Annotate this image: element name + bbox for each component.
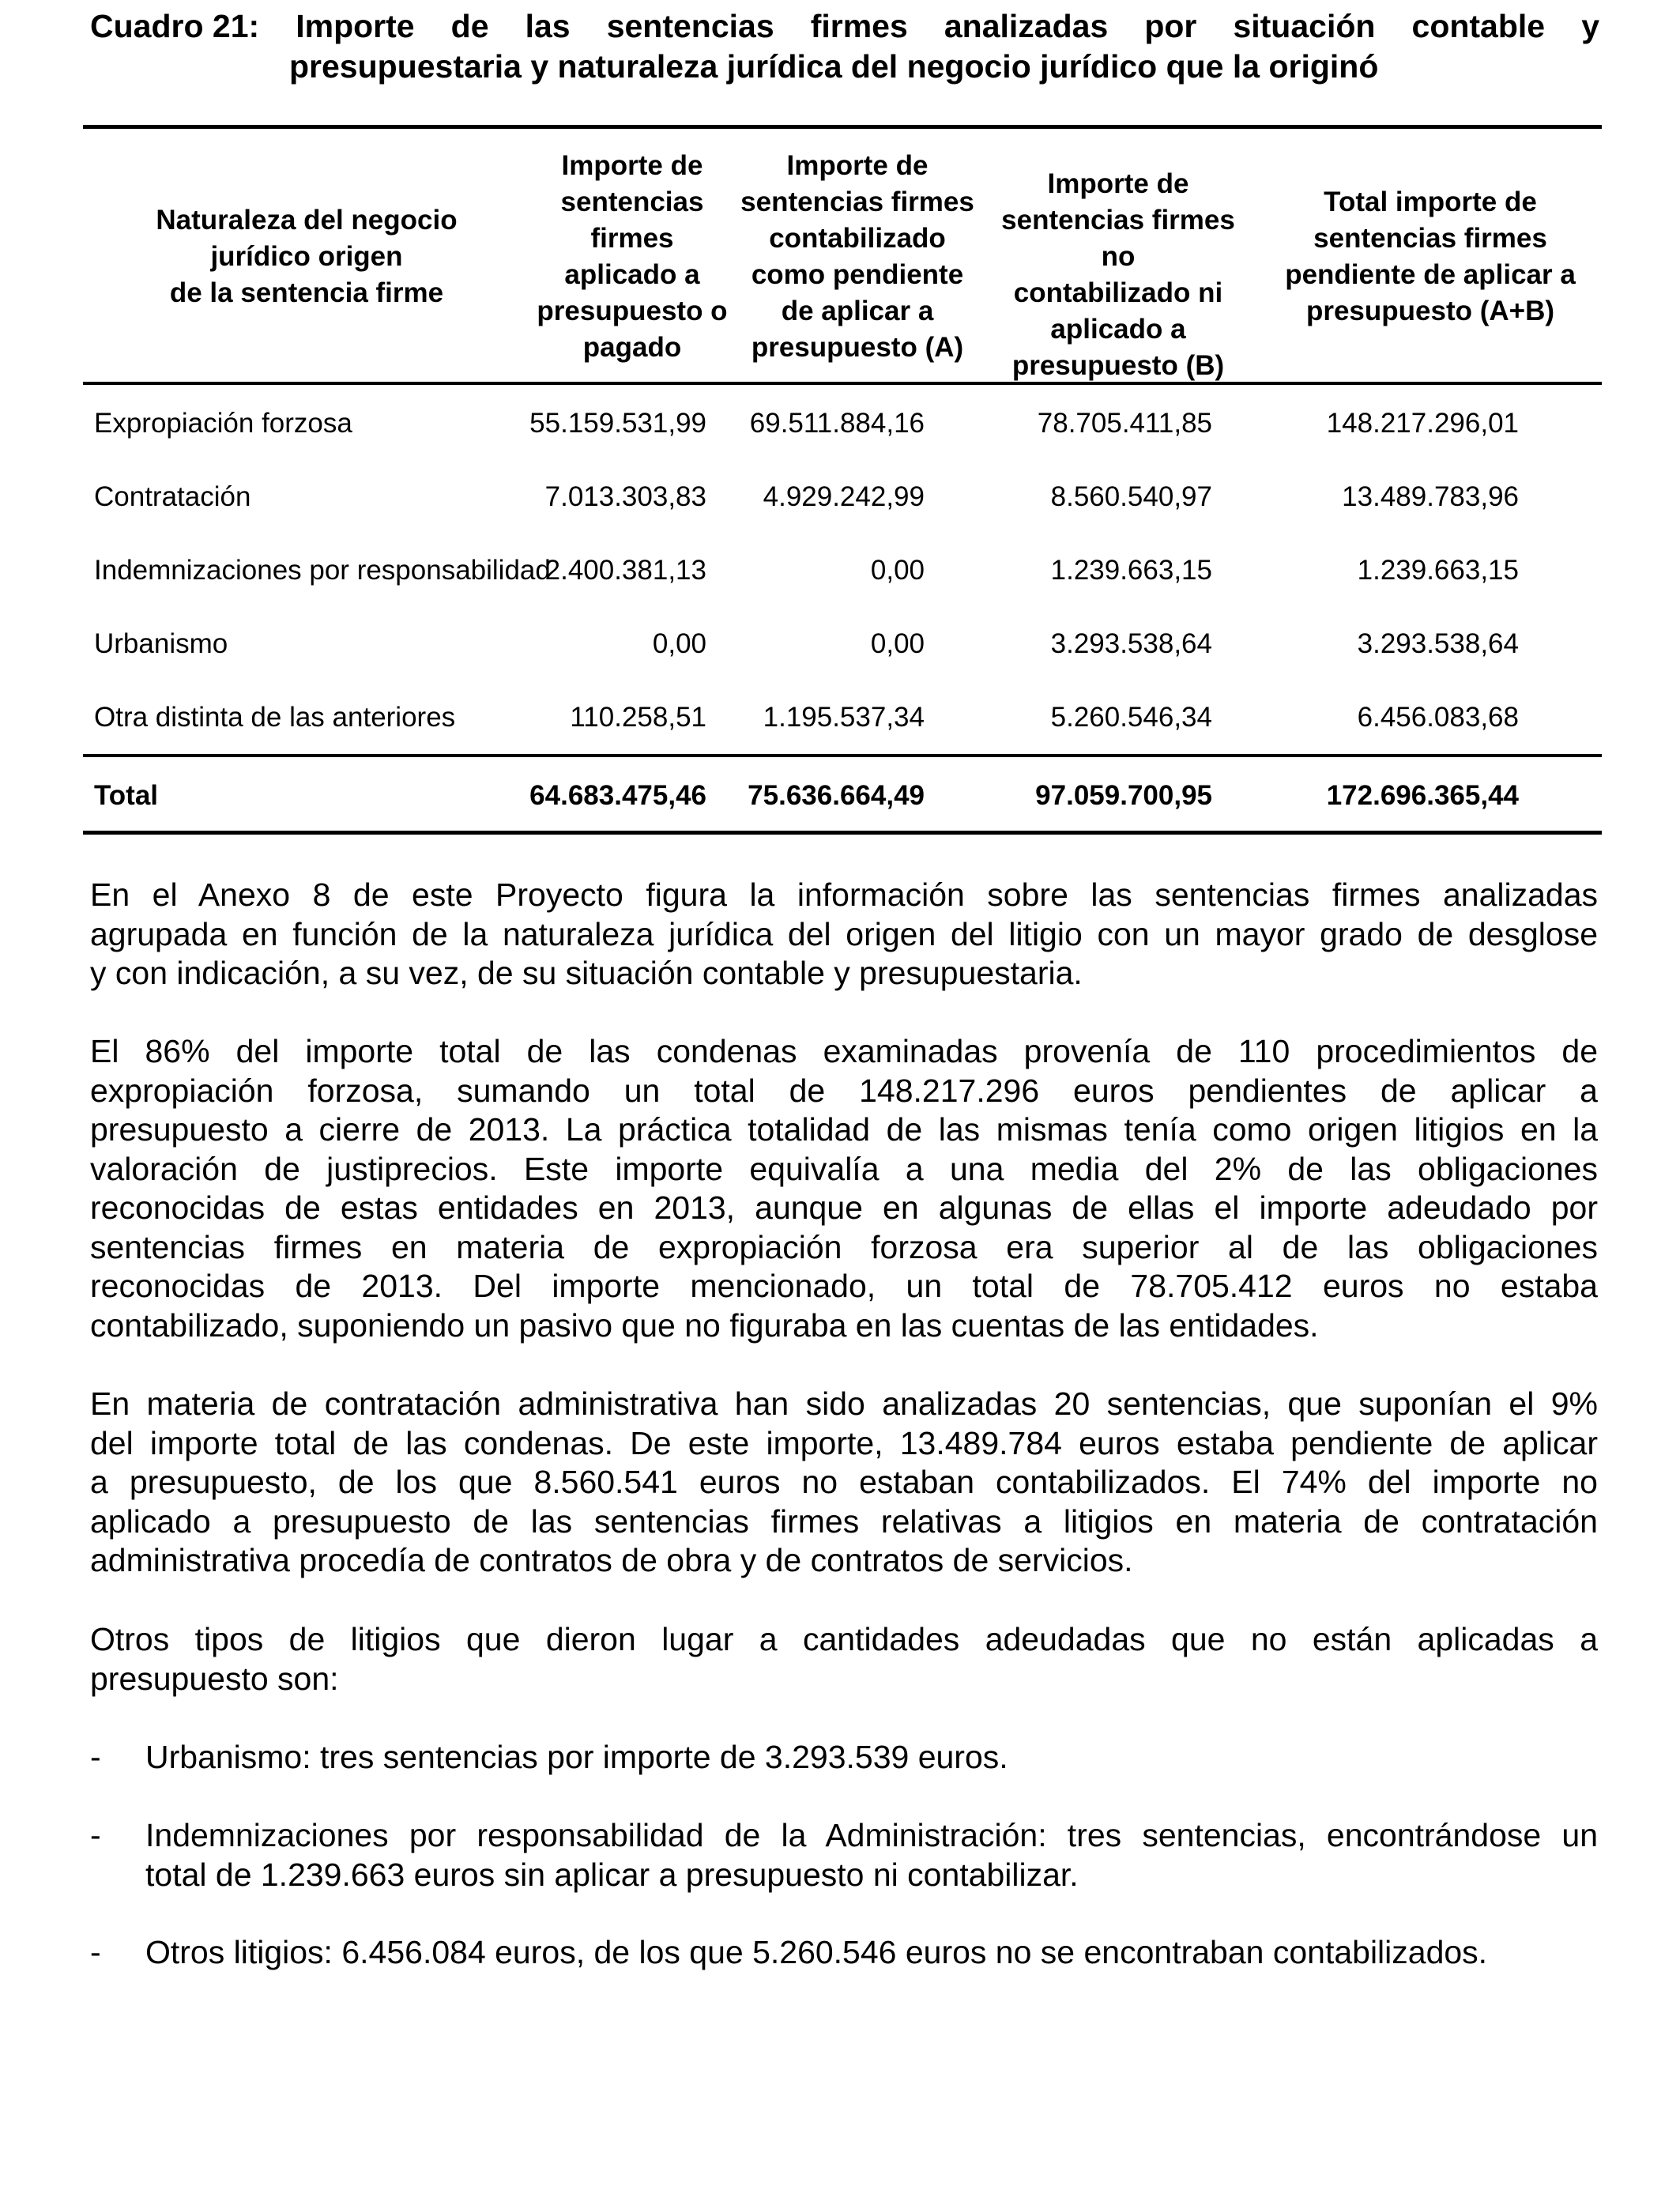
header-line: jurídico origen	[210, 241, 403, 272]
text-line: Otros tipos de litigios que dieron lugar a cantidades adeudadas que no están aplicadas a	[90, 1621, 1598, 1657]
cell-total-pending: 3.293.538,64	[1357, 628, 1519, 659]
list-item-text	[145, 1933, 1598, 1973]
text-line: administrativa procedía de contratos de obra y de contratos de servicios.	[90, 1542, 1133, 1578]
header-total-pending	[1272, 184, 1588, 330]
header-line: sentencias firmes	[1313, 223, 1547, 254]
caption-word: y	[1581, 8, 1599, 44]
caption-word: situación	[1233, 8, 1376, 44]
cell-not-recorded-b: 3.293.538,64	[1050, 628, 1212, 659]
caption-word: Importe	[296, 8, 415, 44]
header-line: Importe de	[786, 150, 929, 181]
bullet-dash: -	[90, 1934, 101, 1970]
total-label: Total	[94, 780, 159, 811]
text-line: Indemnizaciones por responsabilidad de la Administración: tres sentencias, encontrándose un	[145, 1817, 1598, 1853]
paragraph-annex	[90, 876, 1598, 993]
header-line: presupuesto (A+B)	[1305, 296, 1555, 326]
table-bottom-rule	[83, 831, 1602, 835]
header-line: pendiente de aplicar a	[1285, 259, 1576, 290]
header-line: pagado	[582, 332, 682, 363]
text-line: y con indicación, a su vez, de su situación contable y presupuestaria.	[90, 955, 1083, 991]
cell-total-pending: 148.217.296,01	[1326, 408, 1519, 439]
paragraph-contracting	[90, 1385, 1598, 1581]
header-line: como pendiente	[751, 259, 964, 290]
header-applied	[534, 148, 730, 366]
total-applied: 64.683.475,46	[529, 780, 706, 811]
text-line: reconocidas de estas entidades en 2013, aunque en algunas de ellas el importe adeudado por	[90, 1189, 1598, 1226]
header-line: aplicado a	[564, 259, 700, 290]
list-item-text	[145, 1816, 1598, 1894]
table-caption	[90, 6, 1599, 87]
text-line: aplicado a presupuesto de las sentencias firmes relativas a litigios en materia de contratación	[90, 1502, 1598, 1540]
header-line: presupuesto o	[537, 296, 728, 326]
list-item-text	[145, 1738, 1598, 1777]
header-not-recorded-b	[984, 166, 1252, 384]
caption-word: las	[525, 8, 571, 44]
caption-word: contable	[1411, 8, 1546, 44]
header-line: de la sentencia firme	[169, 277, 444, 308]
header-line: Importe de	[1047, 168, 1189, 199]
header-line: aplicado a	[1050, 314, 1186, 345]
list-item	[90, 1816, 1598, 1895]
caption-word: analizadas	[944, 8, 1109, 44]
row-label: Indemnizaciones por responsabilidad	[94, 555, 551, 586]
cell-applied: 0,00	[652, 628, 706, 659]
header-line: Total importe de	[1324, 187, 1537, 217]
header-line: Importe de	[561, 150, 703, 181]
caption-word: firmes	[810, 8, 908, 44]
caption-word: de	[450, 8, 489, 44]
cell-pending-a: 69.511.884,16	[749, 408, 925, 439]
row-label: Otra distinta de las anteriores	[94, 702, 456, 733]
text-line: valoración de justiprecios. Este importe equivalía a una media del 2% de las obligaciones	[90, 1150, 1598, 1187]
row-label: Expropiación forzosa	[94, 408, 352, 439]
text-line: total de 1.239.663 euros sin aplicar a presupuesto ni contabilizar.	[145, 1856, 1079, 1893]
total-total-pending: 172.696.365,44	[1326, 780, 1519, 811]
text-line: del importe total de las condenas. De este importe, 13.489.784 euros estaba pendiente de aplicar	[90, 1424, 1598, 1461]
text-line: contabilizado, suponiendo un pasivo que no figuraba en las cuentas de las entidades.	[90, 1306, 1319, 1344]
header-line: presupuesto (B)	[1011, 350, 1225, 381]
text-line: Urbanismo: tres sentencias por importe de 3.293.539 euros.	[145, 1739, 1008, 1775]
text-line: En materia de contratación administrativa han sido analizadas 20 sentencias, que suponían el 9%	[90, 1385, 1598, 1422]
caption-word: sentencias	[606, 8, 774, 44]
paragraph-expropiation	[90, 1032, 1598, 1345]
text-line: reconocidas de 2013. Del importe mencionado, un total de 78.705.412 euros no estaba	[90, 1268, 1598, 1304]
paragraph-other-types	[90, 1620, 1598, 1698]
cell-applied: 2.400.381,13	[544, 555, 706, 586]
header-line: presupuesto (A)	[751, 332, 964, 363]
header-line: sentencias firmes	[740, 187, 974, 217]
total-top-rule	[83, 754, 1602, 757]
text-line: agrupada en función de la naturaleza jurídica del origen del litigio con un mayor grado de desglose	[90, 915, 1598, 952]
text-line: Otros litigios: 6.456.084 euros, de los que 5.260.546 euros no se encontraban contabilizados.	[145, 1934, 1488, 1970]
header-line: sentencias	[560, 187, 704, 217]
header-nature	[119, 202, 495, 311]
list-item	[90, 1738, 1598, 1777]
header-line: firmes	[590, 223, 674, 254]
text-line: presupuesto son:	[90, 1660, 339, 1697]
text-line: El 86% del importe total de las condenas examinadas provenía de 110 procedimientos de	[90, 1033, 1598, 1069]
text-line: En el Anexo 8 de este Proyecto figura la información sobre las sentencias firmes analizadas	[90, 876, 1598, 913]
bullet-dash: -	[90, 1817, 101, 1853]
cell-total-pending: 13.489.783,96	[1342, 481, 1519, 512]
cell-not-recorded-b: 5.260.546,34	[1050, 702, 1212, 733]
caption-line-1	[90, 6, 1599, 47]
cell-not-recorded-b: 8.560.540,97	[1050, 481, 1212, 512]
caption-word: por	[1144, 8, 1197, 44]
cell-total-pending: 6.456.083,68	[1357, 702, 1519, 733]
text-line: expropiación forzosa, sumando un total de 148.217.296 euros pendientes de aplicar a	[90, 1072, 1598, 1109]
table-top-rule	[83, 125, 1602, 129]
caption-line-2: presupuestaria y naturaleza jurídica del negocio jurídico que la originó	[289, 48, 1379, 85]
row-label: Urbanismo	[94, 628, 228, 659]
cell-total-pending: 1.239.663,15	[1357, 555, 1519, 586]
total-not-recorded-b: 97.059.700,95	[1035, 780, 1212, 811]
cell-not-recorded-b: 1.239.663,15	[1050, 555, 1212, 586]
list-item	[90, 1933, 1598, 1973]
row-label: Contratación	[94, 481, 251, 512]
cell-pending-a: 4.929.242,99	[763, 481, 925, 512]
header-line: de aplicar a	[781, 296, 934, 326]
text-line: sentencias firmes en materia de expropiación forzosa era superior al de las obligaciones	[90, 1228, 1598, 1265]
cell-pending-a: 0,00	[870, 628, 925, 659]
cell-applied: 110.258,51	[570, 702, 706, 733]
text-line: a presupuesto, de los que 8.560.541 euros no estaban contabilizados. El 74% del importe no	[90, 1464, 1598, 1500]
total-pending-a: 75.636.664,49	[748, 780, 925, 811]
cell-not-recorded-b: 78.705.411,85	[1037, 408, 1212, 439]
header-pending-a	[739, 148, 976, 366]
cell-pending-a: 0,00	[870, 555, 925, 586]
bullet-dash: -	[90, 1739, 101, 1775]
header-line: contabilizado	[769, 223, 946, 254]
text-line: presupuesto a cierre de 2013. La práctica totalidad de las mismas tenía como origen litigios en la	[90, 1111, 1598, 1148]
cell-applied: 7.013.303,83	[544, 481, 706, 512]
cell-pending-a: 1.195.537,34	[763, 702, 925, 733]
cell-applied: 55.159.531,99	[529, 408, 706, 439]
header-bottom-rule	[83, 382, 1602, 385]
header-line: contabilizado ni	[1013, 277, 1223, 308]
header-line: sentencias firmes no	[1001, 205, 1235, 272]
caption-number: Cuadro 21:	[90, 8, 260, 44]
header-line: Naturaleza del negocio	[156, 205, 458, 236]
